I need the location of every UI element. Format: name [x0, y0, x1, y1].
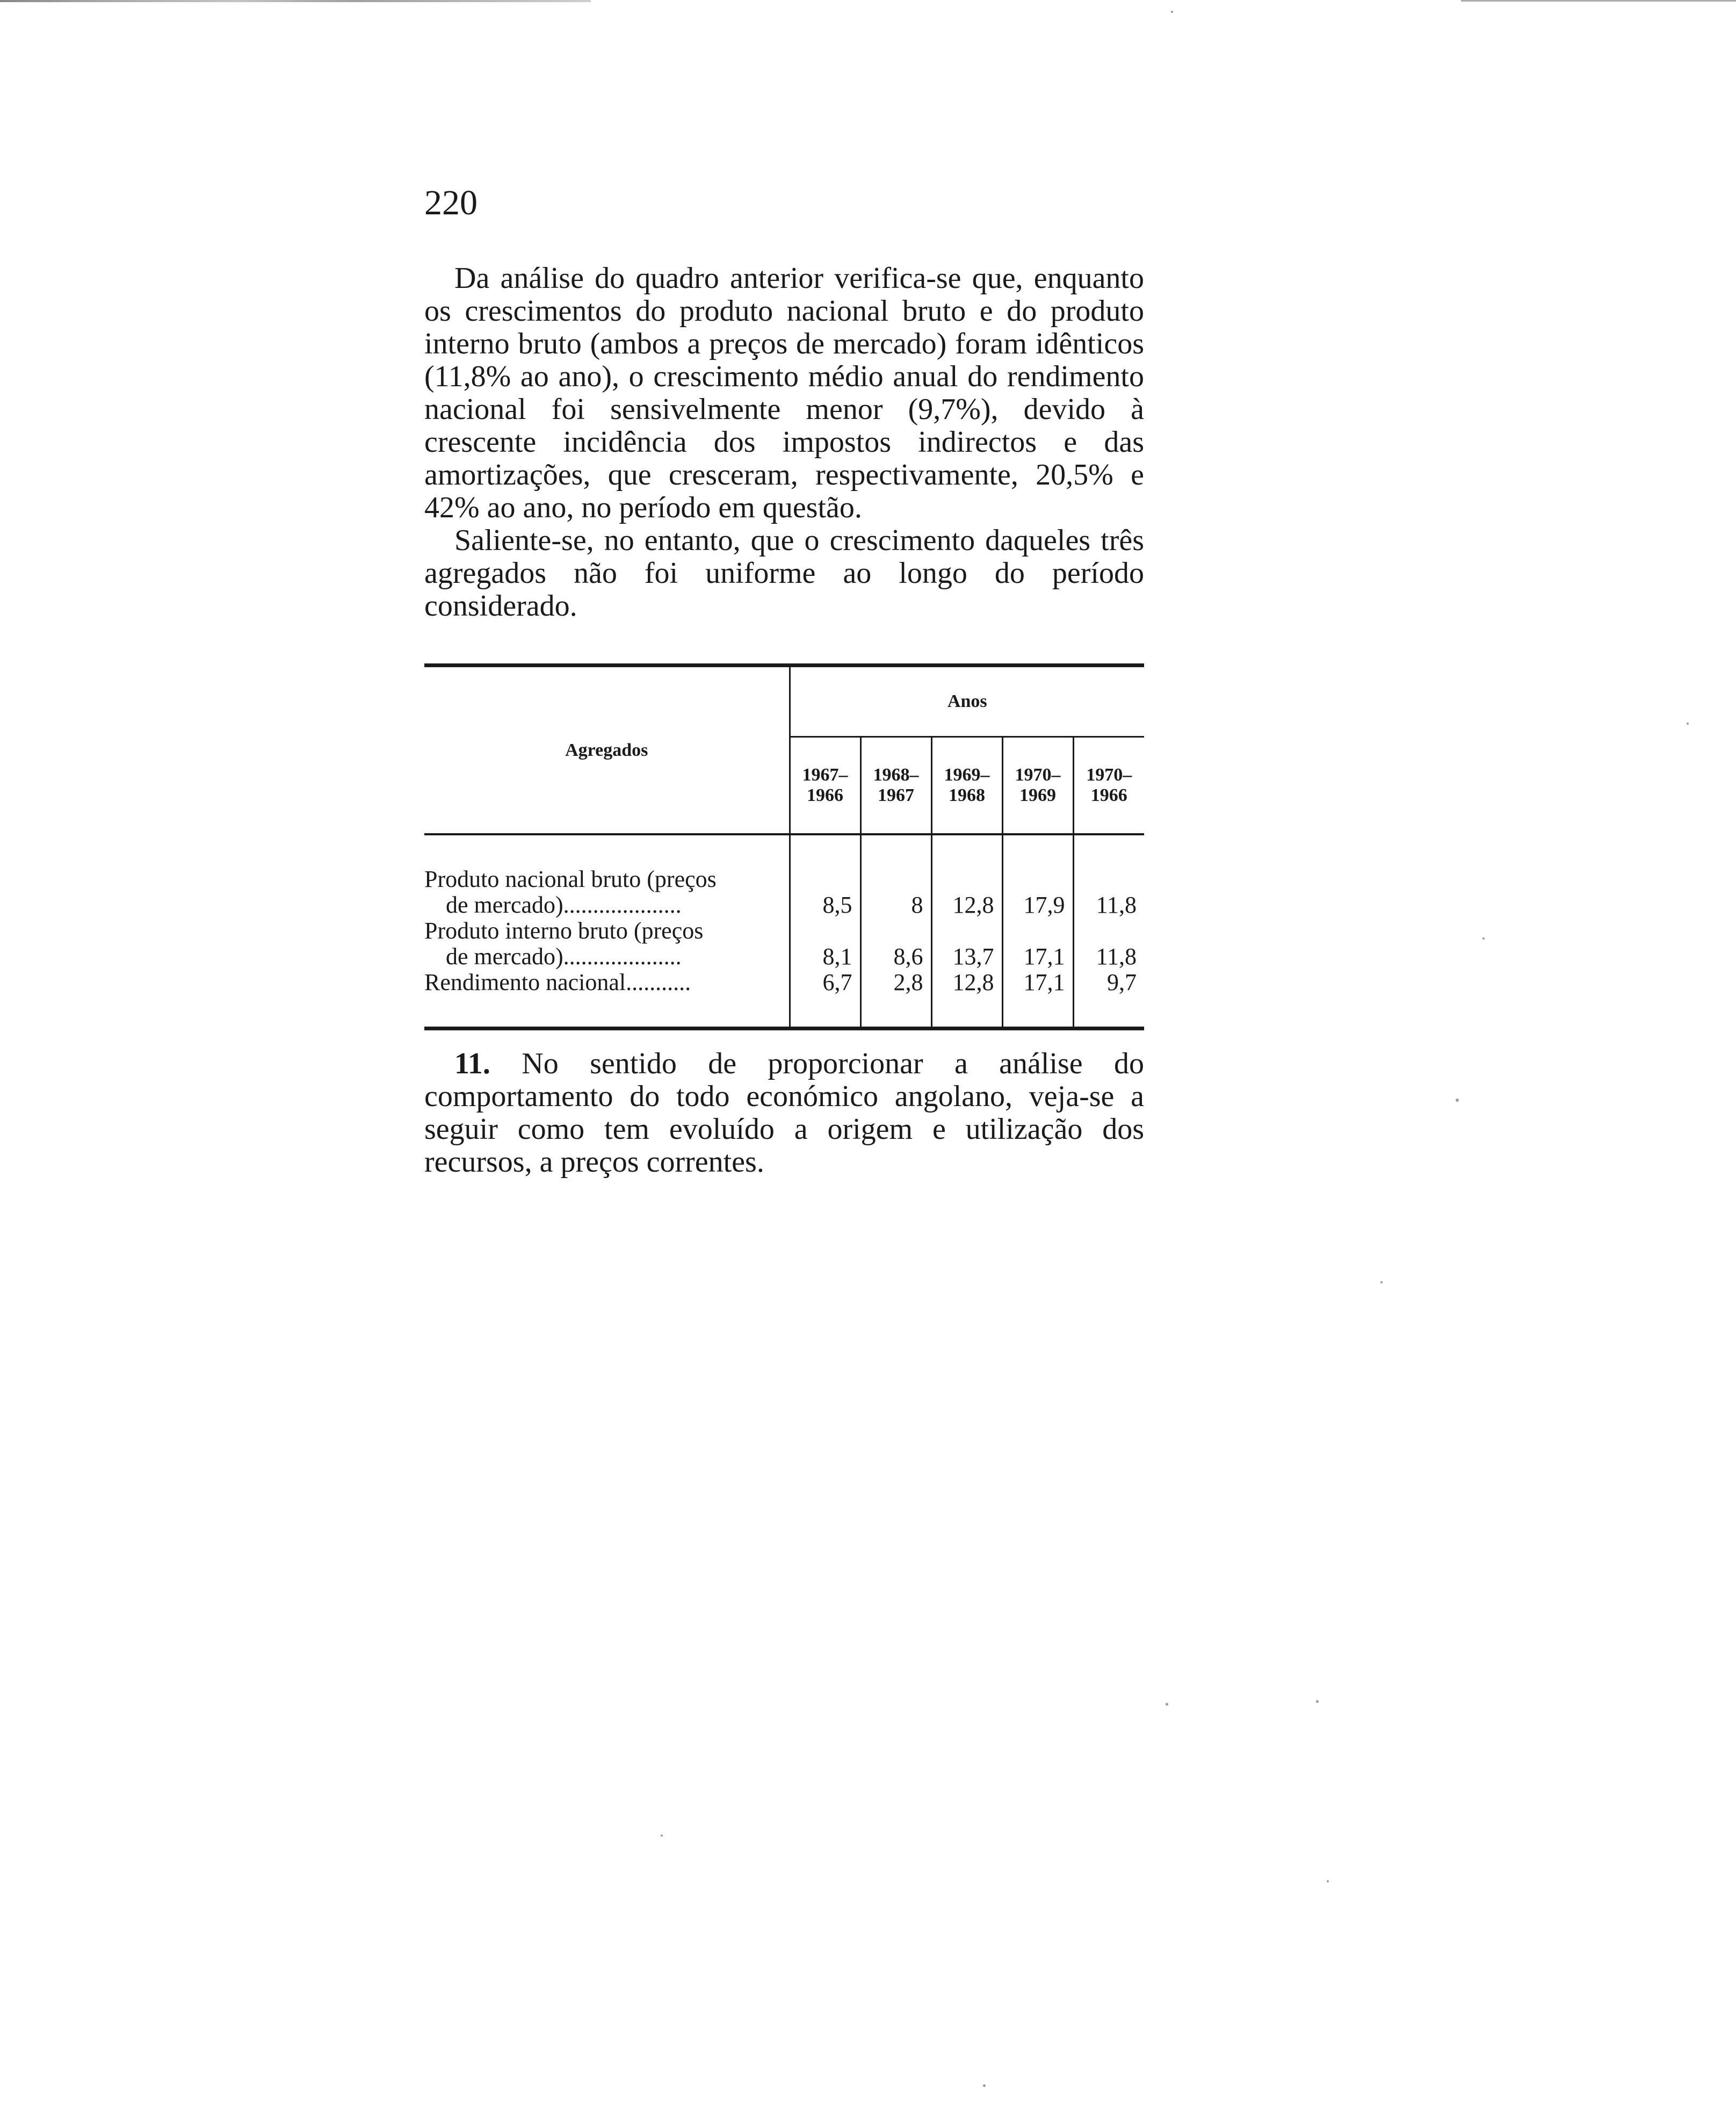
table-cell: 8,5 — [790, 866, 860, 918]
scan-speck — [1171, 11, 1173, 13]
table-cell: 9,7 — [1073, 970, 1144, 995]
row-header: Agregados — [565, 740, 648, 760]
section-11 — [424, 1048, 1144, 1179]
column-header: 1970– 1966 — [1073, 737, 1144, 835]
table-cell: 12,8 — [931, 866, 1002, 918]
column-header: 1967– 1966 — [790, 737, 860, 835]
table-cell: 2,8 — [860, 970, 931, 995]
paragraph: Saliente-se, no entanto, que o crescimento daqueles três agregados não foi uniforme ao longo do período considerado. — [424, 524, 1144, 623]
paragraph — [424, 1048, 1144, 1179]
table-cell: 17,1 — [1002, 918, 1073, 970]
table-bottom-rule — [424, 1027, 1144, 1030]
table-cell: 17,1 — [1002, 970, 1073, 995]
scan-speck — [1456, 1099, 1459, 1102]
scan-speck — [1380, 1281, 1383, 1283]
scan-speck — [1482, 937, 1485, 940]
table-row — [424, 918, 1144, 970]
page-number: 220 — [424, 183, 478, 222]
table-cell: 13,7 — [931, 918, 1002, 970]
scan-speck — [1316, 1700, 1319, 1703]
table-cell: 12,8 — [931, 970, 1002, 995]
column-header: 1970– 1969 — [1002, 737, 1073, 835]
table-cell: 11,8 — [1073, 918, 1144, 970]
table-cell: 6,7 — [790, 970, 860, 995]
table-cell: 8 — [860, 866, 931, 918]
scan-speck — [1166, 1703, 1168, 1706]
scan-edge-mark — [1461, 0, 1736, 2]
paragraph: Da análise do quadro anterior verifica-se que, enquanto os crescimentos do produto nacional bruto e do produto interno bruto (ambos a preços de mercado) foram idênticos (11,8% ao ano), o crescimento médio anual do rendimento nacional foi sensivelmente menor (9,7%), devido à crescente incidência dos impostos indirectos e das amortizações, que cresceram, respectivamente, 20,5% e 42% ao ano, no período em questão. — [424, 262, 1144, 524]
column-header: 1968– 1967 — [860, 737, 931, 835]
scan-speck — [983, 2084, 986, 2087]
column-header: 1969– 1968 — [931, 737, 1002, 835]
table-top-rule — [424, 663, 1144, 667]
aggregates-table — [424, 663, 1144, 1030]
row-label: Rendimento nacional........... — [424, 969, 691, 995]
row-label: Produto nacional bruto (preços de mercado).................... — [424, 866, 717, 918]
row-label: Produto interno bruto (preços de mercado).................... — [424, 918, 704, 970]
table-cell: 11,8 — [1073, 866, 1144, 918]
table-row — [424, 866, 1144, 918]
scan-speck — [661, 1835, 663, 1837]
table-cell: 8,6 — [860, 918, 931, 970]
section-text: No sentido de proporcionar a análise do comportamento do todo económico angolano, veja-se a seguir como tem evoluído a origem e utilização dos recursos, a preços correntes. — [424, 1047, 1145, 1179]
body-text — [424, 262, 1144, 623]
section-number: 11. — [454, 1047, 490, 1080]
scan-edge-mark — [0, 0, 591, 2]
table-cell: 17,9 — [1002, 866, 1073, 918]
scan-speck — [1687, 723, 1689, 725]
table-cell: 8,1 — [790, 918, 860, 970]
group-header: Anos — [790, 667, 1144, 737]
table-row — [424, 970, 1144, 995]
scan-speck — [1327, 1880, 1329, 1882]
